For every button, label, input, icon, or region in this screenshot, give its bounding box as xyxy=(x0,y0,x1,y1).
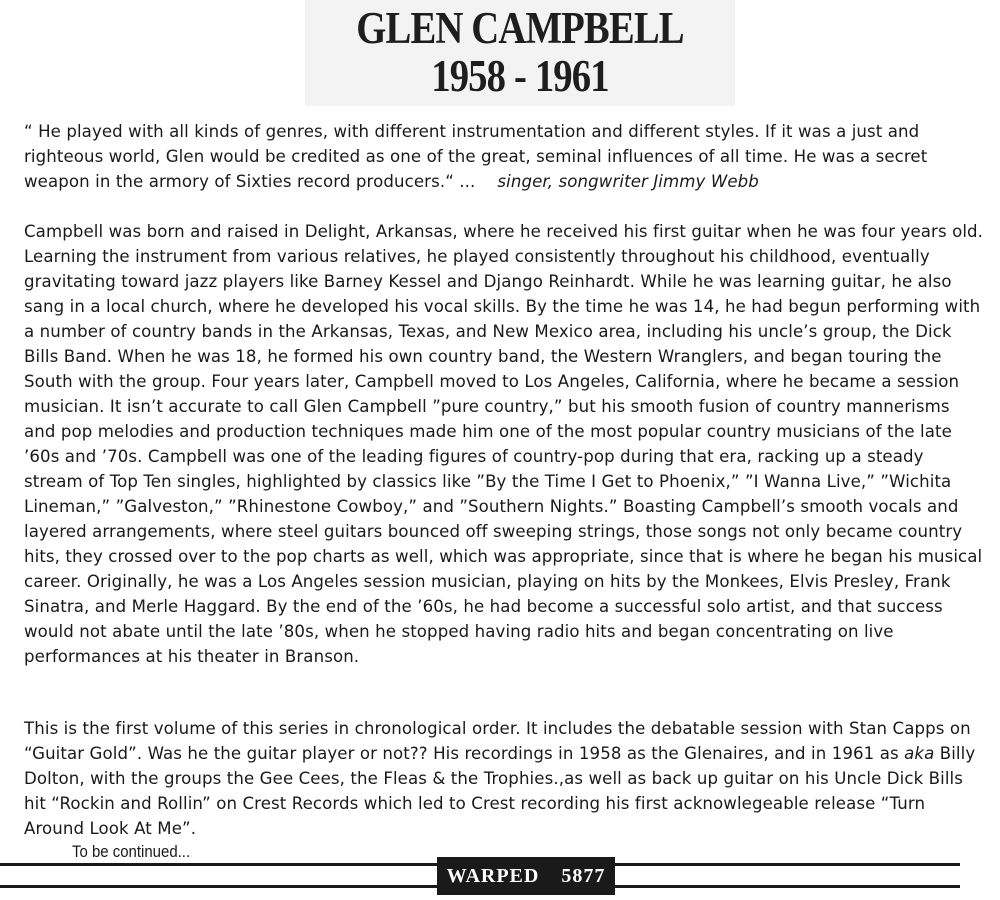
label-name: WARPED xyxy=(446,865,540,887)
volume-notes-text-end: Billy Dolton, with the groups the Gee Cees, the Fleas & the Trophies.,as well as back up guitar on his Uncle Dick Bills hit “Rockin and Rollin” on Crest Records which led to Crest recording his first acknowlegeable release “Turn Around Look At Me”. xyxy=(24,744,976,838)
biography-paragraph: Campbell was born and raised in Delight, Arkansas, where he received his first guitar when he was four years old. Learning the instrument from various relatives, he played consistently throughout his childhood, eventually gravitating toward jazz players like Barney Kessel and Django Reinhardt. While he was learning guitar, he also sang in a local church, where he developed his vocal skills. By the time he was 14, he had begun performing with a number of country bands in the Arkansas, Texas, and New Mexico area, including his uncle’s group, the Dick Bills Band. When he was 18, he formed his own country band, the Western Wranglers, and began touring the South with the group. Four years later, Campbell moved to Los Angeles, California, where he became a session musician. It isn’t accurate to call Glen Campbell ”pure country,” but his smooth fusion of country mannerisms and pop melodies and production techniques made him one of the most popular country musicians of the late ’60s and ’70s. Campbell was one of the leading figures of country-pop during that era, racking up a steady stream of Top Ten singles, highlighted by classics like ”By the Time I Get to Phoenix,” ”I Wanna Live,” ”Wichita Lineman,” ”Galveston,” ”Rhinestone Cowboy,” and ”Southern Nights.” Boasting Campbell’s smooth vocals and layered arrangements, where steel guitars bounced off sweeping strings, those songs not only became country hits, they crossed over to the pop charts as well, which was appropriate, since that is where he began his musical career. Originally, he was a Los Angeles session musician, playing on hits by the Monkees, Elvis Presley, Frank Sinatra, and Merle Haggard. By the end of the ’60s, he had become a successful solo artist, and that success would not abate until the late ’80s, when he stopped having radio hits and began concentrating on live performances at his theater in Branson. xyxy=(24,222,984,666)
page-title: GLEN CAMPBELL xyxy=(356,3,684,53)
catalog-number: 5877 xyxy=(561,865,606,887)
quote-text: “ He played with all kinds of genres, with different instrumentation and different styles. If it was a just and righteous world, Glen would be credited as one of the great, seminal influences of all time. He was a secret weapon in the armory of Sixties record producers.“ ... xyxy=(24,122,928,191)
volume-notes-paragraph xyxy=(24,716,986,841)
aka-text: aka xyxy=(904,744,935,763)
page-subtitle-years: 1958 - 1961 xyxy=(431,51,609,101)
label-badge xyxy=(437,857,615,895)
quote-attribution: singer, songwriter Jimmy Webb xyxy=(497,172,759,191)
title-block xyxy=(305,0,735,106)
to-be-continued-text: To be continued... xyxy=(72,842,191,861)
volume-notes-text-start: This is the first volume of this series in chronological order. It includes the debatable session with Stan Capps on “Guitar Gold”. Was he the guitar player or not?? His recordings in 1958 as the Glenaires, and in 1961 as xyxy=(24,719,971,763)
quote-block xyxy=(24,119,986,194)
